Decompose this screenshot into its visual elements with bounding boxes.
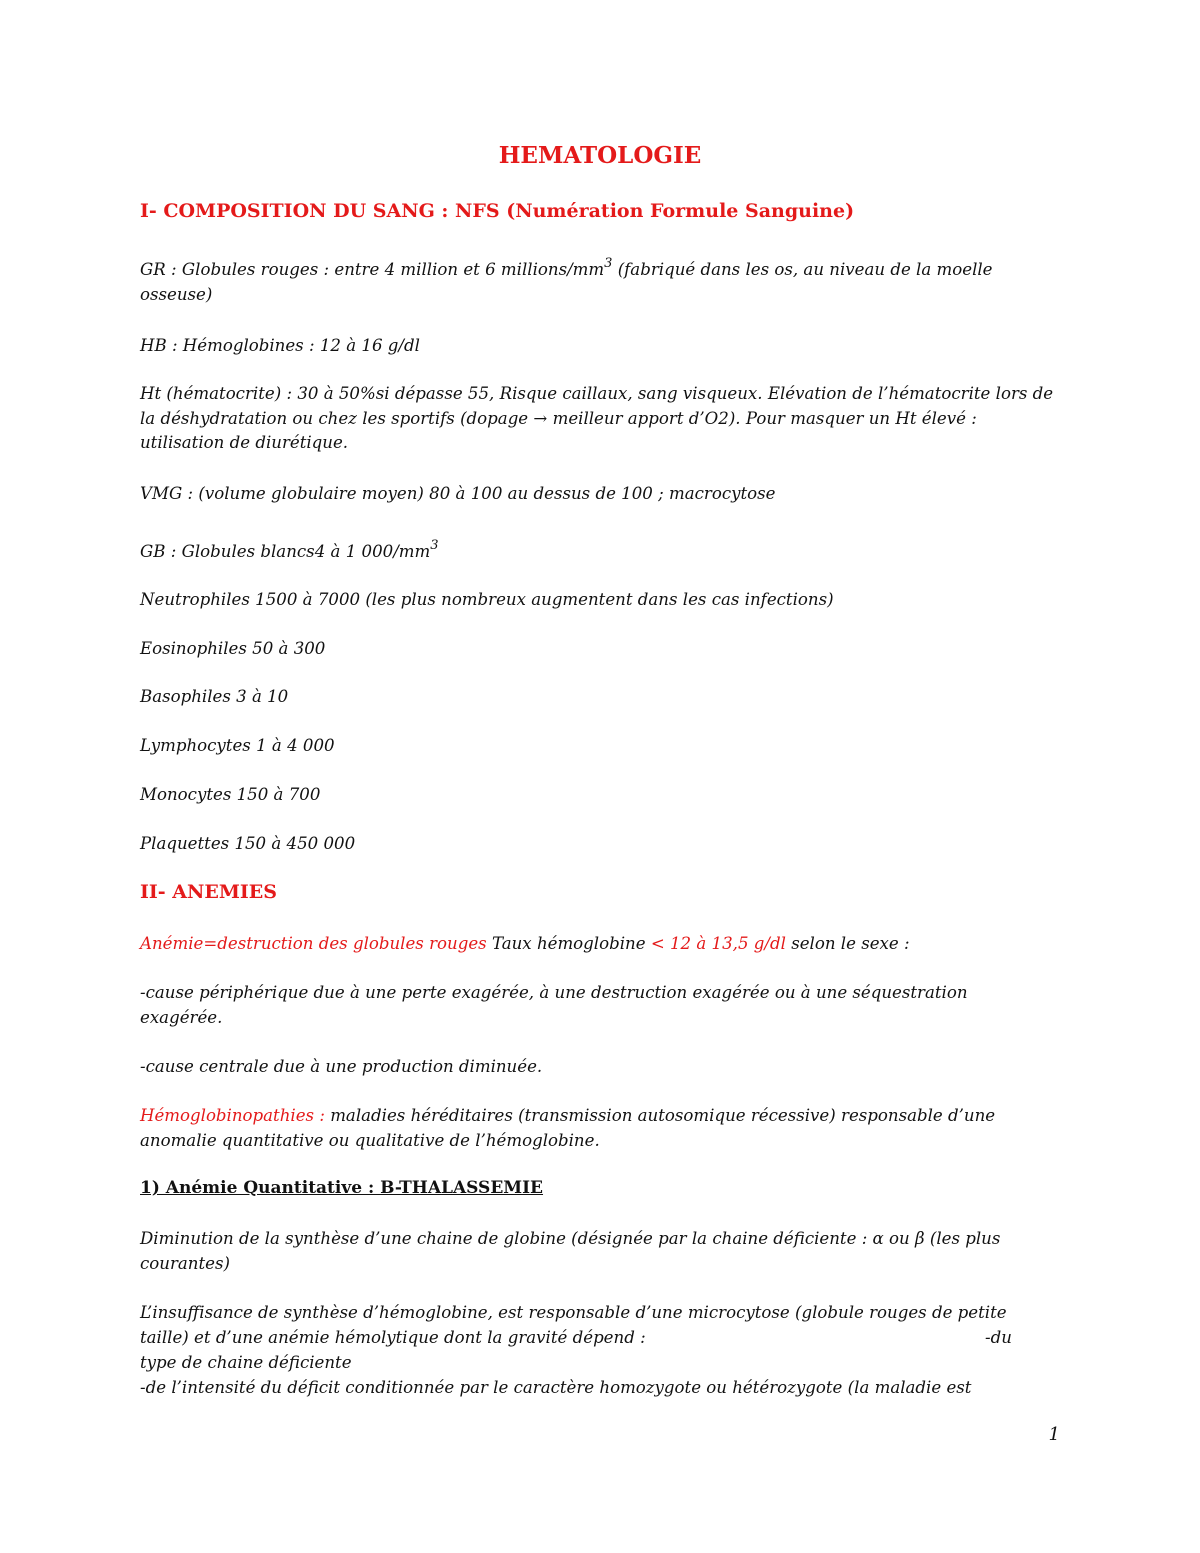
paragraph-insuffisance-line-4: -de l’intensité du déficit conditionnée par le caractère homozygote ou hétérozygote (la maladie est: [140, 1378, 972, 1397]
paragraph-vmg: VMG : (volume globulaire moyen) 80 à 100 au dessus de 100 ; macrocytose: [140, 484, 776, 503]
page-number: 1: [1048, 1424, 1060, 1445]
paragraph-hemoglobinopathies: [140, 1104, 1055, 1153]
paragraph-insuffisance-line-3: type de chaine déficiente: [140, 1353, 352, 1372]
paragraph-gb: [140, 540, 1055, 565]
gr-after: (fabriqué dans les os, au niveau de la moelle osseuse): [140, 260, 993, 304]
paragraph-hb: HB : Hémoglobines : 12 à 16 g/dl: [140, 336, 420, 355]
paragraph-diminution: Diminution de la synthèse d’une chaine de globine (désignée par la chaine déficiente : α ou β (les plus courantes): [140, 1229, 1001, 1273]
paragraph-neutrophiles: Neutrophiles 1500 à 7000 (les plus nombreux augmentent dans les cas infections): [140, 590, 834, 609]
insuffisance-line-2-text: taille) et d’une anémie hémolytique dont la gravité dépend :: [140, 1328, 646, 1347]
paragraph-monocytes: Monocytes 150 à 700: [140, 785, 321, 804]
paragraph-ht: Ht (hématocrite) : 30 à 50%si dépasse 55, Risque caillaux, sang visqueux. Elévation de l’hématocrite lors de la déshydratation ou chez les sportifs (dopage → meilleur apport d’O2). Pour masquer un Ht élevé : utilisation de diurétique.: [140, 384, 1054, 452]
section-heading-anemies: II- ANEMIES: [140, 881, 277, 903]
gb-exponent: 3: [430, 538, 439, 553]
section-heading-composition: I- COMPOSITION DU SANG : NFS (Numération Formule Sanguine): [140, 200, 855, 222]
anemie-end: selon le sexe :: [785, 934, 910, 953]
insuffisance-du: -du: [985, 1328, 1012, 1347]
paragraph-eosinophiles: Eosinophiles 50 à 300: [140, 639, 326, 658]
paragraph-basophiles: Basophiles 3 à 10: [140, 687, 289, 706]
paragraph-cause-centrale: -cause centrale due à une production diminuée.: [140, 1057, 543, 1076]
paragraph-anemie-definition: [140, 932, 1055, 957]
anemie-mid: Taux hémoglobine: [486, 934, 651, 953]
anemie-threshold: < 12 à 13,5 g/dl: [650, 934, 786, 953]
paragraph-insuffisance-line-2: [140, 1326, 1055, 1351]
hemoglobinopathies-label: Hémoglobinopathies :: [140, 1106, 325, 1125]
hemoglobinopathies-text: maladies héréditaires (transmission autosomique récessive) responsable d’une anomalie quantitative ou qualitative de l’hémoglobine.: [140, 1106, 996, 1150]
gb-text: GB : Globules blancs4 à 1 000/mm: [140, 542, 431, 561]
paragraph-lymphocytes: Lymphocytes 1 à 4 000: [140, 736, 335, 755]
gr-text: GR : Globules rouges : entre 4 million et 6 millions/mm: [140, 260, 605, 279]
anemie-definition: Anémie=destruction des globules rouges: [140, 934, 487, 953]
paragraph-insuffisance-line-1: L’insuffisance de synthèse d’hémoglobine, est responsable d’une microcytose (globule rouges de petite: [140, 1303, 1007, 1322]
page-title: HEMATOLOGIE: [498, 142, 702, 169]
subsection-heading-thalassemie: 1) Anémie Quantitative : B-THALASSEMIE: [140, 1178, 544, 1198]
paragraph-plaquettes: Plaquettes 150 à 450 000: [140, 834, 356, 853]
gr-exponent: 3: [604, 256, 613, 271]
paragraph-cause-peripherique: -cause périphérique due à une perte exagérée, à une destruction exagérée ou à une séquestration exagérée.: [140, 983, 968, 1027]
paragraph-gr: [140, 258, 1055, 307]
